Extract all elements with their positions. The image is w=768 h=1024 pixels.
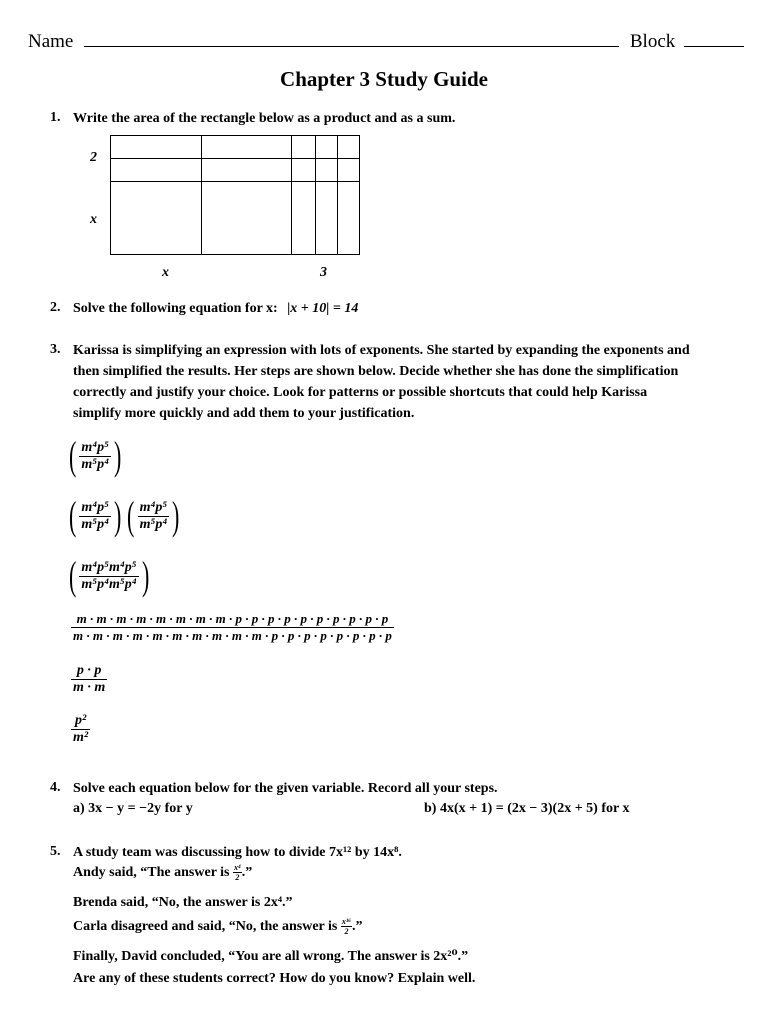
- step3-denominator: m⁵p⁴m⁵p⁴: [81, 576, 137, 592]
- q3-line-1: Karissa is simplifying an expression with lots of exponents. She started by expanding the exponents and: [73, 343, 690, 358]
- step2b-numerator: m⁴p⁵: [139, 499, 168, 515]
- q3-step-1: ( $\frac{\text{m⁴p⁵}}{\text{m⁵p⁴}}$ ): [68, 433, 122, 478]
- q3-line-4: simplify more quickly and add them to your justification.: [73, 406, 415, 421]
- grid-line-v3: [315, 136, 316, 254]
- q5-number: 5.: [50, 844, 61, 859]
- step2a-numerator: m⁴p⁵: [81, 499, 109, 515]
- q3-step-2: ( $\frac{\text{m⁴p⁵}}{\text{m⁵p⁴}}$ ) ( $\frac{\text{m⁴p⁵}}{\text{m⁵p⁴}}$ ): [68, 493, 180, 538]
- step2b-denominator: m⁵p⁴: [139, 516, 168, 532]
- q5-closing: Are any of these students correct? How do you know? Explain well.: [73, 971, 476, 986]
- q5-brenda: Brenda said, “No, the answer is 2x⁴.”: [73, 895, 293, 910]
- q3-number: 3.: [50, 342, 61, 357]
- step6-numerator: p²: [71, 713, 90, 730]
- step4-denominator: m · m · m · m · m · m · m · m · m · m · p · p · p · p · p · p · p · p: [73, 628, 392, 643]
- q3-step-4: [71, 611, 394, 644]
- name-field[interactable]: [84, 30, 619, 47]
- step2a-denominator: m⁵p⁴: [81, 516, 109, 532]
- grid-line-v1: [201, 136, 202, 254]
- andy-close: .”: [241, 865, 253, 880]
- andy-denominator: 2: [235, 873, 240, 883]
- q1-label-x-side: x: [90, 212, 97, 227]
- q2-line: [73, 298, 358, 319]
- andy-numerator: x⁴: [234, 863, 241, 873]
- q2-text: Solve the following equation for x:: [73, 301, 278, 316]
- carla-numerator: x¹⁶: [341, 917, 352, 927]
- step4-numerator: m · m · m · m · m · m · m · m · p · p · p · p · p · p · p · p · p · p: [71, 611, 394, 628]
- q3-line-3: correctly and justify your choice. Look for patterns or possible shortcuts that could help Karissa: [73, 385, 648, 400]
- block-label: Block: [629, 31, 676, 52]
- q1-text: Write the area of the rectangle below as a product and as a sum.: [73, 111, 456, 126]
- page-title: Chapter 3 Study Guide: [280, 67, 488, 91]
- andy-text: Andy said, “The answer is: [73, 865, 230, 880]
- carla-text: Carla disagreed and said, “No, the answer is: [73, 919, 338, 934]
- q1-label-3: 3: [320, 265, 327, 280]
- q1-label-2: 2: [90, 150, 97, 165]
- grid-line-h1: [111, 158, 359, 159]
- q5-carla: [73, 916, 363, 937]
- q3-step-5: [71, 663, 107, 696]
- carla-denominator: 2: [344, 927, 349, 937]
- step1-denominator: m⁵p⁴: [81, 456, 109, 472]
- q3-step-6: [71, 713, 90, 746]
- name-label: Name: [28, 31, 74, 52]
- q3-line-2: then simplified the results. Her steps are shown below. Decide whether she has done the simplification: [73, 364, 679, 379]
- grid-line-v2: [291, 136, 292, 254]
- grid-line-v4: [337, 136, 338, 254]
- block-field[interactable]: [684, 30, 744, 47]
- q4-part-a: a) 3x − y = −2y for y: [73, 801, 193, 816]
- q2-number: 2.: [50, 300, 61, 315]
- area-rectangle: [110, 135, 360, 255]
- q3-step-3: ( $\frac{\text{m⁴p⁵m⁴p⁵}}{\text{m⁵p⁴m⁵p⁴}}$ ): [68, 553, 149, 598]
- q5-intro: A study team was discussing how to divide 7x¹² by 14x⁸.: [73, 845, 402, 860]
- carla-close: .”: [352, 919, 363, 934]
- step5-denominator: m · m: [73, 680, 106, 695]
- grid-line-h2: [111, 181, 359, 182]
- q5-david: Finally, David concluded, “You are all wrong. The answer is 2x²⁰.”: [73, 949, 469, 964]
- q4-part-b: b) 4x(x + 1) = (2x − 3)(2x + 5) for x: [424, 801, 630, 816]
- step1-numerator: m⁴p⁵: [81, 439, 109, 455]
- step6-denominator: m²: [73, 730, 89, 745]
- q2-equation: |x + 10| = 14: [287, 301, 359, 316]
- q4-number: 4.: [50, 780, 61, 795]
- q3-text: [73, 340, 753, 424]
- name-line: [28, 30, 744, 53]
- q1-label-x-bottom: x: [162, 265, 169, 280]
- step5-numerator: p · p: [71, 663, 107, 680]
- q5-andy: [73, 862, 252, 883]
- q4-text: Solve each equation below for the given variable. Record all your steps.: [73, 781, 498, 796]
- step3-numerator: m⁴p⁵m⁴p⁵: [81, 559, 137, 575]
- q1-number: 1.: [50, 110, 61, 125]
